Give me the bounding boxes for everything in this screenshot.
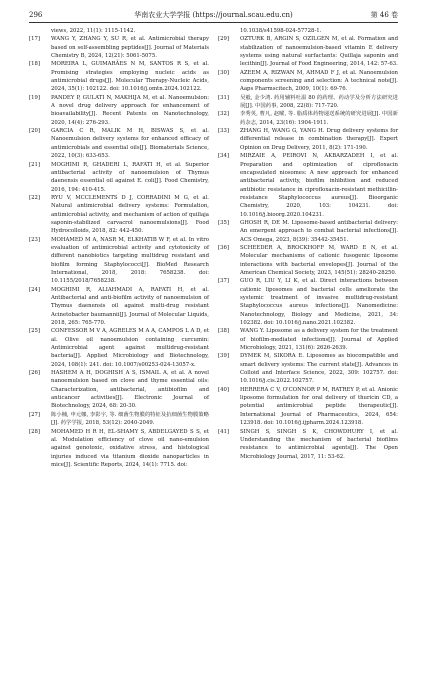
reference-text: MOGHIMI R, ALIAHMADI A, RAFATI H, et al. Antibacterial and anti-biofilm activity of nanoemulsion of Thymus daenensis oil against multi-drug resistant Acinetobacter baumannii[J]. Journal of Molecular Liquids, 2018, 265: 765-770. bbox=[51, 286, 209, 327]
reference-item bbox=[29, 60, 209, 93]
reference-item bbox=[218, 35, 398, 68]
right-column bbox=[218, 27, 398, 461]
reference-text: MOHAMED M A, NASR M, ELKHATIB W F, et al. In vitro evaluation of antimicrobial activity and cytotoxicity of different nanobiotics targeting multidrug resistant and biofilm forming Staphylococci[J]. BioMed Research International, 2018, 2018: 7658238. doi: 10.1155/2018/7658238. bbox=[51, 236, 209, 285]
reference-number: [32] bbox=[218, 111, 229, 118]
reference-item bbox=[218, 352, 398, 385]
page-number: 296 bbox=[29, 11, 43, 19]
reference-item bbox=[29, 27, 209, 35]
reference-item bbox=[29, 194, 209, 236]
reference-item bbox=[218, 244, 398, 277]
reference-number: [35] bbox=[218, 219, 229, 226]
reference-number: [39] bbox=[218, 353, 229, 360]
reference-number: [18] bbox=[29, 61, 40, 68]
reference-text: 李秀英, 曹凡, 赵曜, 等. 脂质体药物递送系统的研究进展[J]. 中国新药杂志, 2014, 23(16): 1904-1911. bbox=[240, 111, 398, 126]
reference-item bbox=[29, 35, 209, 60]
reference-number: [20] bbox=[29, 128, 40, 135]
reference-text: MIRZAIE A, PEIROVI N, AKBARZADEH I, et al. Preparation and optimization of ciprofloxacin encapsulated niosomes: A new approach for enhanced antibacterial activity, biofilm inhibition and reduced antibiotic resistance in ciprofloxacin-resistant methicillin-resistance Staphylococcus aureus[J]. Bioorganic Chemistry, 2020, 103: 104231. doi: 10.1016/j.bioorg.2020.104231. bbox=[240, 153, 398, 218]
reference-item bbox=[29, 327, 209, 369]
reference-number: [38] bbox=[218, 328, 229, 335]
running-header bbox=[29, 9, 398, 21]
reference-text: views, 2022, 11(1): 1115-1142. bbox=[51, 28, 136, 34]
reference-number: [31] bbox=[218, 94, 229, 101]
reference-text: MOREIRA L, GUIMARÃES N M, SANTOS R S, et al. Promising strategies employing nucleic acids as antimicrobial drugs[J]. Molecular Therapy-Nucleic Acids, 2024, 35(1): 102122. doi: 10.1016/j.omtn.2024.102122. bbox=[51, 61, 209, 93]
reference-number: [40] bbox=[218, 386, 229, 393]
reference-number: [23] bbox=[29, 236, 40, 243]
reference-text: SINGH S, SINGH S K, CHOWDHURY I, et al. Understanding the mechanism of bacterial biofilms resistance to antimicrobial agents[J]. The Open Microbiology Journal, 2017, 11: 53-62. bbox=[240, 428, 398, 460]
reference-item bbox=[29, 236, 209, 286]
reference-text: 10.1038/s41598-024-57728-1. bbox=[240, 28, 322, 34]
reference-text: 陈小楠, 申元娜, 李影宇, 等. 细菌生物膜的特征及抗细菌生物膜策略[J]. 药学学报, 2018, 53(12): 2040-2049. bbox=[51, 411, 209, 427]
reference-number: [41] bbox=[218, 428, 229, 435]
reference-item bbox=[218, 152, 398, 219]
reference-text: MOGHIMI R, GHADERI L, RAFATI H, et al. Superior antibacterial activity of nanoemulsion of Thymus daenensis essential oil against E. coli[J]. Food Chemistry, 2016, 194: 410-415. bbox=[51, 161, 209, 193]
reference-number: [29] bbox=[218, 36, 229, 43]
reference-number: [19] bbox=[29, 94, 40, 101]
reference-number: [26] bbox=[29, 370, 40, 377]
reference-number: [27] bbox=[29, 411, 40, 418]
reference-text: AZEEM A, RIZWAN M, AHMAD F J, et al. Nanoemulsion components screening and selection: A technical note[J]. Aaps Pharmscitech, 2009, 10(1): 69-76. bbox=[240, 69, 398, 93]
reference-text: HERRERA C V, O'CONNOR P M, RATREY P, et al. Anionic liposome formulation for oral delivery of thuricin CD, a potential antimicrobial peptide therapeutic[J]. International Journal of Pharmaceutics, 2024, 654: 123918. doi: 10.1016/j.ijpharm.2024.123918. bbox=[240, 386, 398, 427]
reference-item bbox=[29, 411, 209, 428]
reference-text: SCHEEDER A, BROCKHOFF M, WARD E N, et al. Molecular mechanisms of cationic fusogenic liposome interactions with bacterial envelopes[J]. Journal of the American Chemical Society, 2023, 145(51): 28240-28250. bbox=[240, 244, 398, 276]
reference-text: WANG Y, ZHANG Y, SU R, et al. Antimicrobial therapy based on self-assembling peptides[J]. Journal of Materials Chemistry B, 2024, 12(21): 5061-5075. bbox=[51, 36, 209, 60]
reference-number: [24] bbox=[29, 286, 40, 293]
reference-number: [36] bbox=[218, 244, 229, 251]
reference-item bbox=[218, 127, 398, 152]
reference-number: [22] bbox=[29, 194, 40, 201]
reference-number: [17] bbox=[29, 36, 40, 43]
reference-number: [21] bbox=[29, 161, 40, 168]
reference-number: [25] bbox=[29, 328, 40, 335]
reference-text: PANDEY P, GULATI N, MAKHIJA M, et al. Nanoemulsion: A novel drug delivery approach for enhancement of bioavailability[J]. Recent Patents on Nanotechnology, 2020, 14(4): 276-293. bbox=[51, 94, 209, 126]
reference-item bbox=[218, 386, 398, 428]
reference-number: [30] bbox=[218, 69, 229, 76]
reference-text: GHOSH R, DE M. Liposome-based antibacterial delivery: An emergent approach to combat bacterial infections[J]. ACS Omega, 2023, 8(39): 35442-35451. bbox=[240, 219, 398, 243]
left-column bbox=[29, 27, 209, 469]
reference-text: ZHANG H, WANG G, YANG H. Drug delivery systems for differential release in combination therapy[J]. Expert Opinion on Drug Delivery, 2011, 8(2): 171-190. bbox=[240, 128, 398, 151]
reference-item bbox=[29, 286, 209, 328]
reference-item bbox=[218, 110, 398, 127]
reference-number: [28] bbox=[29, 428, 40, 435]
reference-number: [34] bbox=[218, 153, 229, 160]
reference-item bbox=[29, 428, 209, 470]
reference-item bbox=[218, 327, 398, 352]
reference-text: CONFESSOR M V A, AGRELES M A A, CAMPOS L A D, et al. Olive oil nanoemulsion containing curcumin: Antimicrobial agent against multidrug-resistant bacteria[J]. Applied Microbiology and Biotechnology, 2024, 108(1): 241. doi: 10.1007/s00253-024-13057-x. bbox=[51, 328, 209, 368]
reference-item bbox=[218, 27, 398, 35]
reference-item bbox=[218, 94, 398, 111]
reference-item bbox=[218, 428, 398, 461]
reference-text: HASHEM A H, DOGHISH A S, ISMAIL A, et al. A novel nanoemulsion based on clove and thyme essential oils: Characterization, antibacterial, antibiofilm and anticancer activities[J]. Electronic Journal of Biotechnology, 2024, 68: 20-30. bbox=[51, 370, 209, 410]
reference-text: DYMEK M, SIKORA E. Liposomes as biocompatible and smart delivery systems: The current state[J]. Advances in Colloid and Interface Science, 2022, 309: 102757. doi: 10.1016/j.cis.2022.102757. bbox=[240, 353, 398, 385]
reference-text: OZTURK B, ARGIN S, OZILGEN M, et al. Formation and stabilization of nanoemulsion-based vitamin E delivery systems using natural surfactants: Quillaja saponin and lecithin[J]. Journal of Food Engineering, 2014, 142: 57-63. bbox=[240, 36, 398, 68]
reference-text: GARCIA C R, MALIK M H, BISWAS S, et al. Nanoemulsion delivery systems for enhanced efficacy of antimicrobials and essential oils[J]. Biomaterials Science, 2022, 10(3): 633-653. bbox=[51, 128, 209, 160]
reference-text: WANG Y. Liposome as a delivery system for the treatment of biofilm-mediated infections[J]. Journal of Applied Microbiology, 2021, 131(6): 2626-2639. bbox=[240, 328, 398, 352]
journal-title[interactable]: 华南农业大学学报 (https://journal.scau.edu.cn) bbox=[134, 11, 293, 19]
reference-text: MOHAMED H R H, EL-SHAMY S, ABDELGAYED S S, et al. Modulation efficiency of clove oil nano-emulsion against genotoxic, oxidative stress, and histological injuries induced via titanium dioxide nanoparticles in mice[J]. Scientific Reports, 2024, 14(1): 7715. doi: bbox=[51, 428, 209, 468]
header-rule bbox=[29, 22, 398, 23]
reference-item bbox=[218, 277, 398, 327]
reference-number: [33] bbox=[218, 128, 229, 135]
reference-text: GUO R, LIU Y, LI K, et al. Direct interactions between cationic liposomes and bacterial cells ameliorate the systemic treatment of invasive multidrug-resistant Staphylococcus aureus infections[J]. Nanomedicine: Nanotechnology, Biology and Medicine, 2021, 34: 102382. doi: 10.1016/j.nano.2021.102382. bbox=[240, 278, 398, 327]
reference-item bbox=[29, 161, 209, 194]
reference-item bbox=[29, 127, 209, 160]
reference-item bbox=[218, 69, 398, 94]
reference-number: [37] bbox=[218, 278, 229, 285]
reference-item bbox=[29, 369, 209, 411]
reference-item bbox=[218, 219, 398, 244]
reference-item bbox=[29, 94, 209, 127]
volume-label: 第 46 卷 bbox=[370, 11, 398, 19]
reference-text: 吴毅, 金少鸿. 药用辅料吐温 80 的药理、药动学及分析方法研究进展[J]. 中国药事, 2008, 22(8): 717-720. bbox=[240, 94, 398, 110]
reference-text: RYU V, MCCLEMENTS D J, CORRADINI M G, et al. Natural antimicrobial delivery systems: Formulation, antimicrobial activity, and mechanism of action of quillaja saponin-stabilized carvacrol nanoemulsions[J]. Food Hydrocolloids, 2018, 82: 442-450. bbox=[51, 194, 209, 235]
